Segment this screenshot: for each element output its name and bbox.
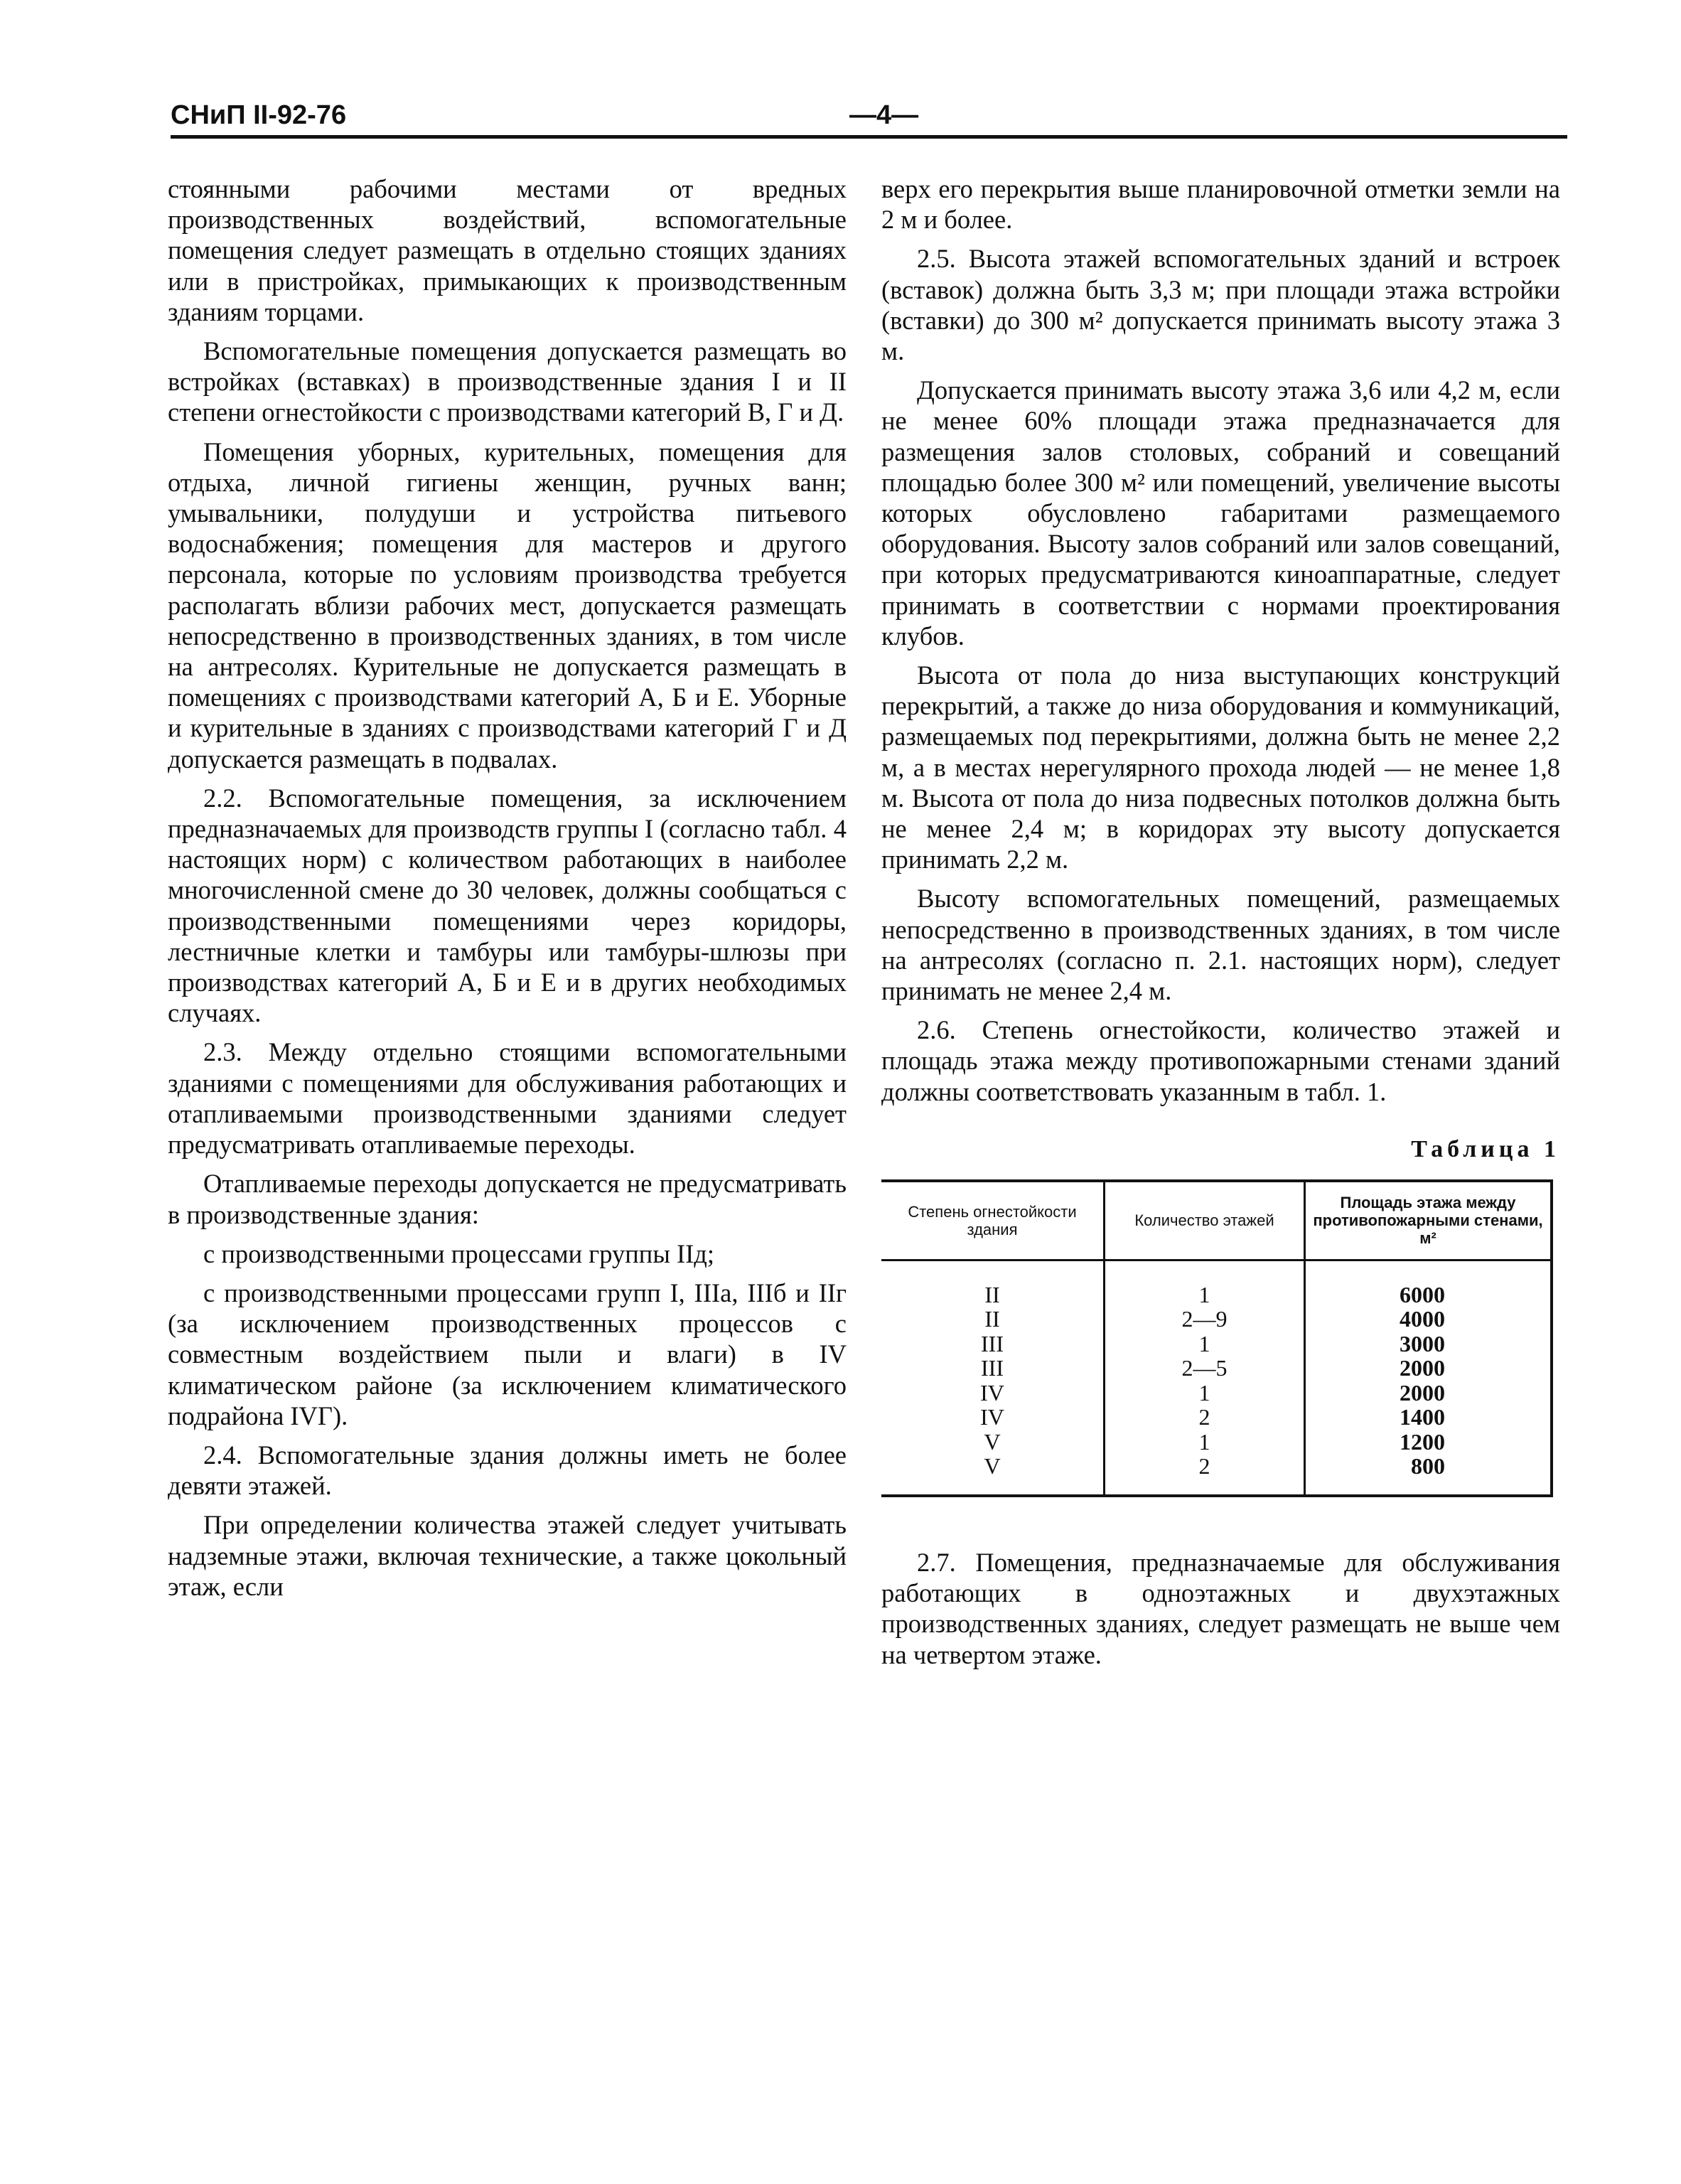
- left-column: [168, 173, 847, 1610]
- table-cell: 1: [1198, 1281, 1210, 1307]
- paragraph: 2.6. Степень огнестойкости, количество этажей и площадь этажа между противопожарными стенами зданий должны соответствовать указанным в табл. 1.: [881, 1015, 1560, 1106]
- paragraph: Допускается принимать высоту этажа 3,6 или 4,2 м, если не менее 60% площади этажа предназначается для размещения залов столовых, собраний и совещаний площадью более 300 м² или помещений, увеличение высоты которых обусловлено габаритами размещаемого оборудования. Высоту залов собраний или залов совещаний, при которых предусматриваются киноаппаратные, следует принимать в соответствии с нормами проектирования клубов.: [881, 375, 1560, 651]
- table-cell: 1400: [1400, 1404, 1445, 1430]
- table-cell: V: [984, 1453, 1001, 1479]
- table-cell: II: [984, 1281, 1000, 1307]
- paragraph: Вспомогательные помещения допускается размещать во встройках (вставках) в производственные здания I и II степени огнестойкости с производствами категорий В, Г и Д.: [168, 336, 847, 427]
- table-cell: 1: [1198, 1330, 1210, 1356]
- fire-resistance-column: [881, 1261, 1105, 1494]
- table-cell: IV: [980, 1379, 1004, 1406]
- table-cell: 1: [1198, 1379, 1210, 1406]
- paragraph: 2.7. Помещения, предназначаемые для обслуживания работающих в одноэтажных и двухэтажных производственных зданиях, следует размещать не выше чем на четвертом этаже.: [881, 1547, 1560, 1669]
- table-body: [881, 1261, 1550, 1494]
- table-cell: III: [981, 1355, 1004, 1381]
- paragraph: с производственными процессами групп I, IIIа, IIIб и IIг (за исключением производственных процессов с совместным воздействием пыли и влаги) в IV климатическом районе (за исключением климатического подрайона IVГ).: [168, 1278, 847, 1430]
- document-code: СНиП II-92-76: [171, 100, 347, 130]
- paragraph: Высота от пола до низа выступающих конструкций перекрытий, а также до низа оборудования и коммуникаций, размещаемых под перекрытиями, должна быть не менее 2,2 м, а в местах нерегулярного прохода людей — не менее 1,8 м. Высота от пола до низа подвесных потолков должна быть не менее 2,4 м; в коридорах эту высоту допускается принимать 2,2 м.: [881, 660, 1560, 874]
- table-cell: 2000: [1400, 1379, 1445, 1406]
- table-cell: 2000: [1400, 1355, 1445, 1381]
- paragraph: с производственными процессами группы IIд;: [203, 1238, 714, 1268]
- paragraph: 2.3. Между отдельно стоящими вспомогательными зданиями с помещениями для обслуживания работающих и отапливаемыми производственными зданиями следует предусматривать отапливаемые переходы.: [168, 1037, 847, 1160]
- floor-area-column: [1306, 1261, 1550, 1494]
- table-cell: IV: [980, 1404, 1004, 1430]
- paragraph: 2.2. Вспомогательные помещения, за исключением предназначаемых для производств группы I (согласно табл. 4 настоящих норм) с количеством работающих в наиболее многочисленной смене до 30 человек, должны сообщаться с производственными помещениями через коридоры, лестничные клетки и тамбуры или тамбуры-шлюзы при производствах категорий А, Б и Е и в других необходимых случаях.: [168, 783, 847, 1028]
- table-cell: 1: [1198, 1428, 1210, 1455]
- column-header-floor-area: Площадь этажа между противопожарными стенами, м²: [1313, 1194, 1543, 1248]
- table-cell: II: [984, 1306, 1000, 1332]
- table-header: [881, 1182, 1550, 1261]
- paragraph: стоянными рабочими местами от вредных производственных воздействий, вспомогательные помещения следует размещать в отдельно стоящих зданиях или в пристройках, примыкающих к производственным зданиям торцами.: [168, 174, 847, 326]
- paragraph: Высоту вспомогательных помещений, размещаемых непосредственно в производственных зданиях, в том числе на антресолях (согласно п. 2.1. настоящих норм), следует принимать не менее 2,4 м.: [881, 884, 1560, 1006]
- page-header: [171, 98, 1567, 139]
- table-cell: 2: [1198, 1404, 1210, 1430]
- paragraph: верх его перекрытия выше планировочной отметки земли на 2 м и более.: [881, 174, 1560, 235]
- table-cell: 2—9: [1181, 1306, 1228, 1332]
- table-title: Таблица 1: [1411, 1135, 1560, 1162]
- column-header-floors: Количество этажей: [1105, 1182, 1306, 1259]
- table-cell: 2: [1198, 1453, 1210, 1479]
- floors-column: [1105, 1261, 1306, 1494]
- table-cell: 800: [1411, 1453, 1445, 1479]
- table-cell: 4000: [1400, 1306, 1445, 1332]
- table-cell: III: [981, 1330, 1004, 1356]
- paragraph: Отапливаемые переходы допускается не предусматривать в производственные здания:: [168, 1169, 847, 1229]
- table-cell: 6000: [1400, 1281, 1445, 1307]
- table-cell: 3000: [1400, 1330, 1445, 1356]
- paragraph: Помещения уборных, курительных, помещения для отдыха, личной гигиены женщин, ручных ванн; умывальники, полудуши и устройства питьевого водоснабжения; помещения для мастеров и другого персонала, которые по условиям производства требуется располагать вблизи рабочих мест, допускается размещать непосредственно в производственных зданиях, в том числе на антресолях. Курительные не допускается размещать в помещениях с производствами категорий А, Б и Е. Уборные и курительные в зданиях с производствами категорий Г и Д допускается размещать в подвалах.: [168, 437, 847, 774]
- fire-resistance-table: [881, 1179, 1553, 1497]
- right-column: [881, 173, 1560, 1679]
- paragraph: 2.5. Высота этажей вспомогательных зданий и встроек (вставок) должна быть 3,3 м; при площади этажа встройки (вставки) до 300 м² допускается принимать высоту этажа 3 м.: [881, 244, 1560, 366]
- paragraph: При определении количества этажей следует учитывать надземные этажи, включая технические, а также цокольный этаж, если: [168, 1510, 847, 1601]
- table-cell: 1200: [1400, 1428, 1445, 1455]
- page-number: —4—: [849, 100, 919, 130]
- table-cell: V: [984, 1428, 1001, 1455]
- column-header-fire-resistance: Степень огнестойкости здания: [881, 1182, 1105, 1259]
- paragraph: 2.4. Вспомогательные здания должны иметь не более девяти этажей.: [168, 1440, 847, 1501]
- table-cell: 2—5: [1181, 1355, 1228, 1381]
- header-divider: [171, 135, 1567, 139]
